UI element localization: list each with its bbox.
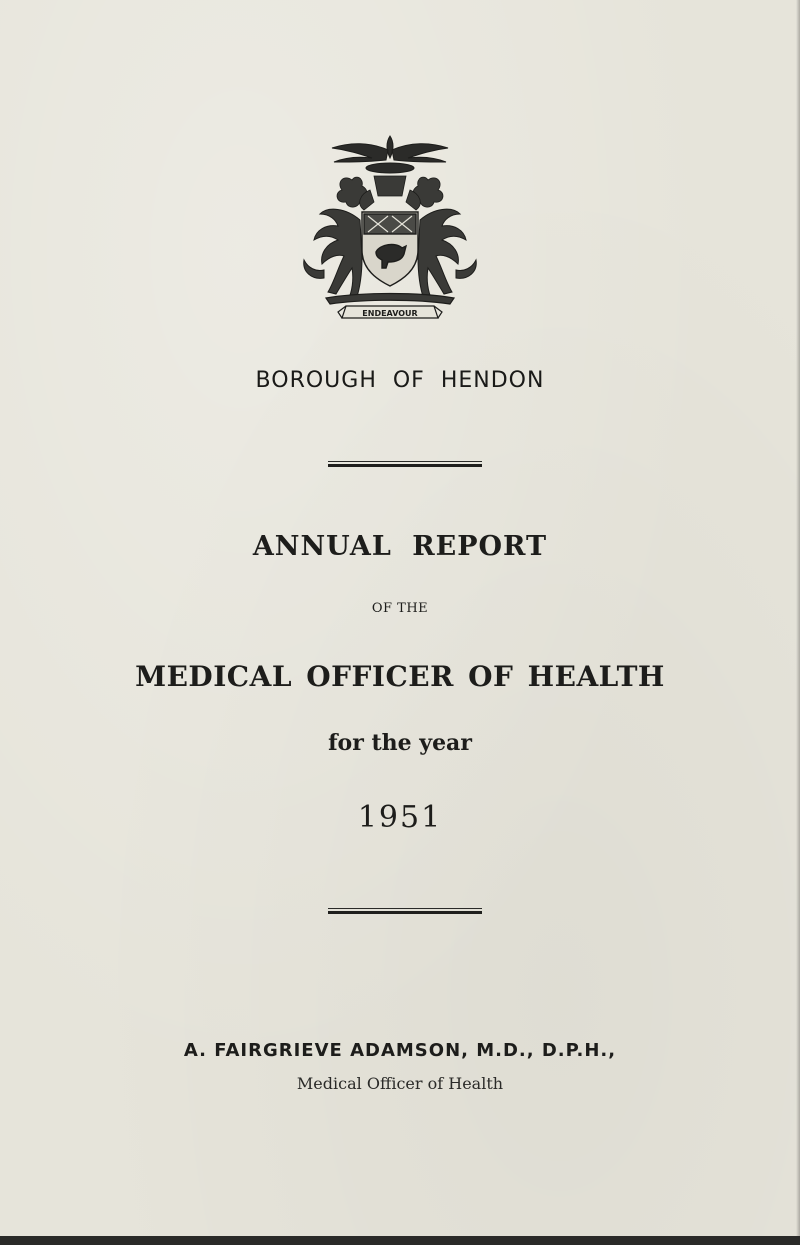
divider-rule-bottom <box>328 908 482 914</box>
report-year: 1951 <box>357 800 443 835</box>
report-connector: OF THE <box>371 601 429 616</box>
author-name: A. FAIRGRIEVE ADAMSON, M.D., D.P.H., <box>183 1040 617 1061</box>
page-edge-shadow <box>796 0 800 1245</box>
report-heading: ANNUAL REPORT <box>252 531 548 562</box>
divider-rule-top <box>328 461 482 467</box>
office-title: MEDICAL OFFICER OF HEALTH <box>135 660 665 693</box>
period-label: for the year <box>328 730 472 756</box>
borough-coat-of-arms-icon <box>290 128 490 320</box>
author-role: Medical Officer of Health <box>296 1074 504 1093</box>
page-bottom-border <box>0 1236 800 1245</box>
borough-title: BOROUGH OF HENDON <box>255 368 545 393</box>
crest-motto: ENDEAVOUR <box>362 309 418 318</box>
